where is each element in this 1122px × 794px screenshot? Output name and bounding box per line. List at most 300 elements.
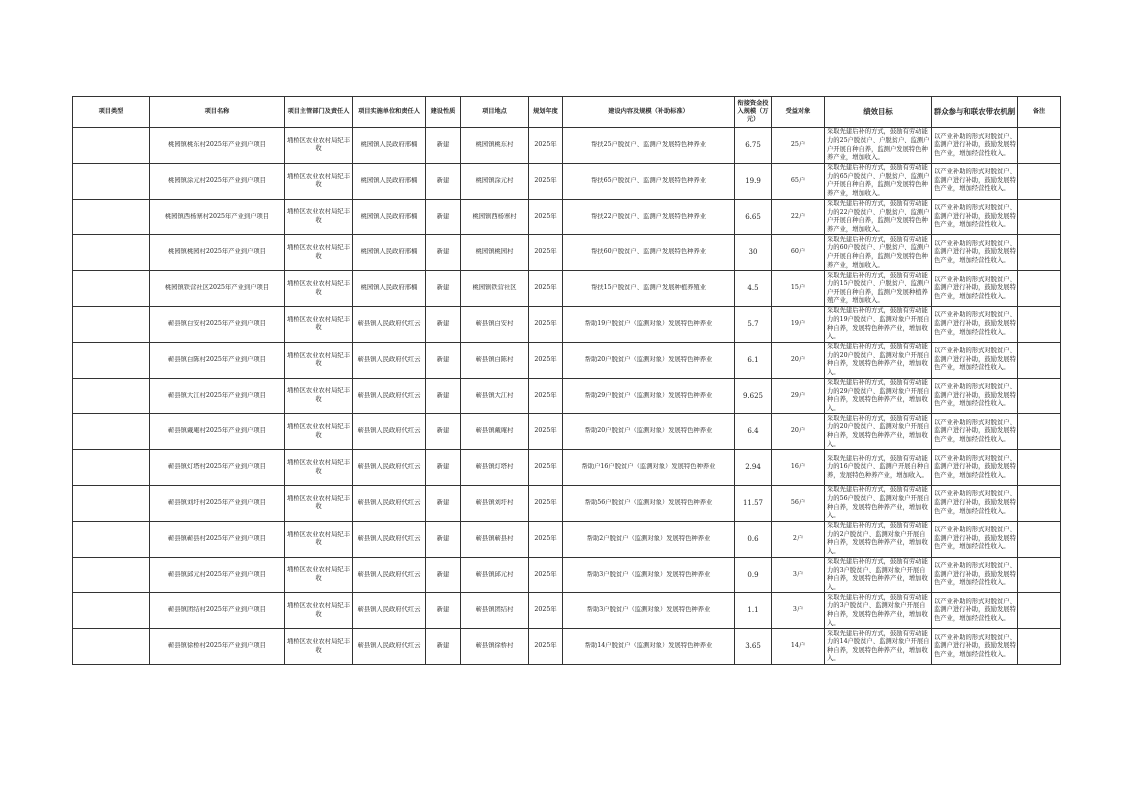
cell-mechanism — [932, 199, 1018, 235]
cell-project-name-text: 桃园镇桃园村2025年产业到户项目 — [168, 248, 266, 256]
cell-goal — [825, 557, 932, 593]
cell-content — [563, 521, 735, 557]
cell-beneficiary — [772, 378, 825, 414]
cell-project-name — [150, 629, 285, 665]
cell-impl-unit — [353, 414, 426, 450]
cell-beneficiary — [772, 271, 825, 307]
cell-content-text: 帮助户16户脱贫户（监测对象）发展特色种养业 — [581, 463, 716, 471]
cell-impl-unit — [353, 521, 426, 557]
cell-content-text: 帮助20户脱贫户（监测对象）发展特色种养业 — [584, 427, 713, 435]
header-goal: 绩效目标 — [825, 97, 932, 128]
cell-content — [563, 414, 735, 450]
cell-year — [529, 414, 563, 450]
header-dept: 项目主管部门及责任人 — [285, 97, 353, 128]
cell-nature — [426, 128, 461, 164]
cell-content-text: 帮助3户脱贫户（监测对象）发展特色种养业 — [586, 570, 711, 578]
cell-funds — [735, 163, 772, 199]
cell-nature-text: 新建 — [436, 427, 450, 435]
cell-location-text: 桃园镇涂元村 — [475, 176, 514, 184]
cell-nature — [426, 199, 461, 235]
cell-nature-text: 新建 — [436, 355, 450, 363]
cell-content-text: 帮扶15户脱贫户、监测户发展种植养殖业 — [590, 284, 707, 292]
cell-dept — [285, 342, 353, 378]
cell-beneficiary — [772, 235, 825, 271]
cell-impl-unit-text: 蕲县镇人民政府代红云 — [357, 570, 421, 578]
cell-content-text: 帮助14户脱贫户（监测对象）发展特色种养业 — [584, 642, 713, 650]
cell-nature-text: 新建 — [436, 570, 450, 578]
cell-goal — [825, 485, 932, 521]
cell-note — [1018, 521, 1061, 557]
cell-location — [461, 557, 529, 593]
cell-note — [1018, 450, 1061, 486]
cell-content — [563, 593, 735, 629]
cell-mechanism — [932, 557, 1018, 593]
cell-impl-unit — [353, 163, 426, 199]
cell-note — [1018, 271, 1061, 307]
header-mechanism: 群众参与和联农带农机制 — [932, 97, 1018, 128]
cell-note — [1018, 306, 1061, 342]
cell-note — [1018, 199, 1061, 235]
cell-note — [1018, 593, 1061, 629]
cell-funds — [735, 271, 772, 307]
cell-nature-text: 新建 — [436, 606, 450, 614]
cell-goal — [825, 199, 932, 235]
cell-nature-text: 新建 — [436, 463, 450, 471]
cell-project-name-text: 蕲县镇团结村2025年产业到户项目 — [168, 606, 266, 614]
cell-project-name — [150, 128, 285, 164]
cell-content-text: 帮助56户脱贫户（监测对象）发展特色种养业 — [584, 499, 713, 507]
cell-year-text: 2025年 — [534, 391, 557, 399]
cell-dept-text: 埇桥区农业农村局纪丰收 — [287, 244, 350, 260]
cell-goal — [825, 306, 932, 342]
cell-mechanism — [932, 378, 1018, 414]
cell-goal-text: 采取先建后补的方式，鼓励有劳动能力的2户脱贫户、监测对象户开展自种自养，发展特色种养产业，增加收入。 — [827, 522, 928, 555]
cell-nature — [426, 235, 461, 271]
cell-content — [563, 557, 735, 593]
cell-project-type — [73, 414, 150, 450]
cell-dept — [285, 378, 353, 414]
cell-nature — [426, 378, 461, 414]
cell-project-name-text: 桃园镇西杨寨村2025年产业到户项目 — [164, 212, 270, 220]
cell-funds-text: 6.1 — [747, 355, 759, 364]
cell-dept-text: 埇桥区农业农村局纪丰收 — [287, 494, 350, 511]
cell-location — [461, 128, 529, 164]
cell-impl-unit-text: 蕲县镇人民政府代红云 — [357, 391, 421, 399]
cell-impl-unit-text: 桃园镇人民政府邢楠 — [360, 284, 418, 292]
cell-content — [563, 342, 735, 378]
header-note: 备注 — [1018, 97, 1061, 128]
cell-year-text: 2025年 — [534, 570, 557, 578]
cell-goal — [825, 342, 932, 378]
cell-location — [461, 450, 529, 486]
cell-impl-unit-text: 蕲县镇人民政府代红云 — [357, 355, 421, 363]
cell-content — [563, 629, 735, 665]
cell-beneficiary-text: 16户 — [790, 463, 806, 471]
table-row — [73, 128, 1061, 164]
cell-project-name-text: 桃园镇铁营社区2025年产业到户项目 — [164, 284, 270, 292]
cell-goal — [825, 163, 932, 199]
table-row — [73, 271, 1061, 307]
cell-impl-unit-text: 桃园镇人民政府邢楠 — [360, 176, 418, 184]
cell-nature — [426, 593, 461, 629]
cell-year-text: 2025年 — [534, 606, 557, 614]
cell-goal — [825, 271, 932, 307]
cell-impl-unit-text: 桃园镇人民政府邢楠 — [360, 248, 418, 256]
cell-dept-text: 埇桥区农业农村局纪丰收 — [287, 458, 350, 475]
cell-dept — [285, 521, 353, 557]
cell-year-text: 2025年 — [534, 248, 557, 256]
cell-project-name — [150, 342, 285, 378]
cell-goal-text: 采取先建后补的方式，鼓励有劳动能力的19户脱贫户、监测对象户开展自种自养，发展特色种养产业，增加收入。 — [827, 307, 930, 341]
cell-year-text: 2025年 — [534, 320, 557, 328]
cell-impl-unit-text: 蕲县镇人民政府代红云 — [357, 427, 421, 435]
cell-content — [563, 378, 735, 414]
table-row — [73, 521, 1061, 557]
cell-goal — [825, 450, 932, 486]
cell-project-name-text: 桃园镇涂元村2025年产业到户项目 — [168, 176, 266, 184]
cell-project-name-text: 蕲县镇大江村2025年产业到户项目 — [168, 391, 266, 399]
cell-project-name — [150, 521, 285, 557]
cell-mechanism-text: 以产业补助的形式对脱贫户、监测户进行补助，鼓励发展特色产业，增加经营性收入。 — [934, 347, 1016, 372]
cell-goal — [825, 414, 932, 450]
cell-project-name-text: 蕲县镇白安村2025年产业到户项目 — [168, 320, 266, 328]
cell-dept — [285, 128, 353, 164]
cell-beneficiary — [772, 521, 825, 557]
cell-nature-text: 新建 — [436, 642, 450, 650]
cell-nature-text: 新建 — [436, 176, 450, 184]
table-row — [73, 199, 1061, 235]
cell-dept — [285, 557, 353, 593]
table-row — [73, 235, 1061, 271]
cell-location — [461, 342, 529, 378]
cell-dept — [285, 414, 353, 450]
cell-funds-text: 30 — [748, 248, 758, 257]
cell-mechanism-text: 以产业补助的形式对脱贫户、监测户进行补助，鼓励发展特色产业，增加经营性收入。 — [934, 562, 1016, 587]
table-row — [73, 306, 1061, 342]
cell-mechanism — [932, 342, 1018, 378]
header-project-name: 项目名称 — [150, 97, 285, 128]
cell-nature-text: 新建 — [436, 391, 450, 399]
header-impl-unit: 项目实施单位和责任人 — [353, 97, 426, 128]
cell-beneficiary-text: 20户 — [790, 427, 806, 435]
cell-nature-text: 新建 — [436, 141, 450, 149]
cell-funds-text: 9.625 — [742, 391, 764, 400]
cell-beneficiary — [772, 593, 825, 629]
cell-project-type — [73, 235, 150, 271]
cell-location — [461, 199, 529, 235]
cell-mechanism — [932, 163, 1018, 199]
cell-year — [529, 450, 563, 486]
cell-location — [461, 378, 529, 414]
cell-funds-text: 5.7 — [747, 320, 759, 329]
cell-nature — [426, 306, 461, 342]
cell-beneficiary — [772, 306, 825, 342]
cell-project-type — [73, 378, 150, 414]
cell-content — [563, 128, 735, 164]
cell-location — [461, 521, 529, 557]
cell-mechanism — [932, 485, 1018, 521]
cell-mechanism-text: 以产业补助的形式对脱贫户、监测户进行补助，鼓励发展特色产业，增加经营性收入。 — [934, 311, 1016, 336]
cell-impl-unit-text: 蕲县镇人民政府代红云 — [357, 320, 421, 328]
cell-location-text: 桃园镇桃园村 — [475, 248, 514, 256]
cell-year — [529, 629, 563, 665]
cell-mechanism-text: 以产业补助的形式对脱贫户、监测户进行补助，鼓励发展特色产业，增加经营性收入。 — [934, 418, 1016, 444]
cell-year — [529, 557, 563, 593]
cell-project-type — [73, 450, 150, 486]
cell-dept — [285, 199, 353, 235]
cell-project-type — [73, 271, 150, 307]
cell-impl-unit-text: 桃园镇人民政府邢楠 — [360, 141, 418, 149]
cell-year-text: 2025年 — [534, 141, 557, 149]
cell-year — [529, 521, 563, 557]
cell-funds — [735, 199, 772, 235]
cell-year-text: 2025年 — [534, 642, 557, 650]
cell-location-text: 蕲县镇团结村 — [475, 606, 514, 614]
cell-year — [529, 593, 563, 629]
cell-mechanism — [932, 271, 1018, 307]
cell-content — [563, 306, 735, 342]
cell-project-type — [73, 199, 150, 235]
cell-goal-text: 采取先建后补的方式，鼓励有劳动能力的14户脱贫户、监测对象户开展自种自养，发展特色种养产业，增加收入。 — [827, 629, 930, 663]
cell-goal — [825, 128, 932, 164]
cell-content-text: 帮助3户脱贫户（监测对象）发展特色种养业 — [586, 606, 711, 614]
table-row — [73, 342, 1061, 378]
cell-goal — [825, 378, 932, 414]
cell-beneficiary-text: 22户 — [790, 212, 806, 220]
cell-funds-text: 4.5 — [747, 284, 759, 293]
cell-project-type — [73, 593, 150, 629]
cell-location-text: 蕲县镇白安村 — [475, 320, 514, 328]
cell-funds — [735, 235, 772, 271]
cell-project-type — [73, 521, 150, 557]
cell-project-type — [73, 557, 150, 593]
cell-year-text: 2025年 — [534, 499, 557, 507]
cell-location — [461, 163, 529, 199]
cell-year — [529, 271, 563, 307]
cell-dept-text: 埇桥区农业农村局纪丰收 — [287, 172, 350, 189]
cell-beneficiary-text: 3户 — [792, 570, 804, 578]
cell-goal — [825, 235, 932, 271]
cell-dept — [285, 593, 353, 629]
cell-location — [461, 593, 529, 629]
cell-project-name — [150, 378, 285, 414]
cell-year — [529, 128, 563, 164]
header-row — [73, 97, 1061, 128]
cell-project-name — [150, 414, 285, 450]
cell-goal-text: 采取先建后补的方式，鼓励有劳动能力的65户脱贫户、户脱贫户、监测户户开展自种自养，监测户发展特色种养产业，增加收入。 — [827, 164, 930, 197]
header-nature: 建设性质 — [426, 97, 461, 128]
cell-dept-text: 埇桥区农业农村局纪丰收 — [287, 279, 350, 296]
cell-beneficiary — [772, 163, 825, 199]
cell-impl-unit — [353, 199, 426, 235]
cell-project-name-text: 蕲县镇灯塔村2025年产业到户项目 — [168, 463, 266, 471]
header-location: 项目地点 — [461, 97, 529, 128]
cell-goal-text: 采取先建后补的方式，鼓励有劳动能力的3户脱贫户、监测对象户开展自种自养，发展特色种养产业，增加收入。 — [827, 557, 928, 591]
cell-content — [563, 485, 735, 521]
cell-funds — [735, 128, 772, 164]
cell-beneficiary-text: 25户 — [790, 141, 806, 149]
cell-mechanism — [932, 593, 1018, 629]
cell-note — [1018, 342, 1061, 378]
cell-content — [563, 163, 735, 199]
cell-funds-text: 19.9 — [745, 176, 761, 185]
cell-note — [1018, 128, 1061, 164]
cell-goal-text: 采取先建后补的方式，鼓励有劳动能力的60户脱贫户、户脱贫户、监测户户开展自种自养，监测户发展特色种养产业，增加收入。 — [827, 235, 930, 269]
cell-beneficiary-text: 19户 — [790, 320, 806, 328]
cell-location-text: 蕲县镇徐桥村 — [475, 642, 514, 650]
cell-nature — [426, 629, 461, 665]
cell-project-name — [150, 163, 285, 199]
cell-impl-unit — [353, 450, 426, 486]
cell-location — [461, 414, 529, 450]
cell-nature — [426, 414, 461, 450]
cell-dept-text: 埇桥区农业农村局纪丰收 — [287, 423, 350, 439]
cell-goal-text: 采取先建后补的方式，鼓励有劳动能力的29户脱贫户、监测对象户开展自种自养，发展特色种养产业，增加收入。 — [827, 378, 930, 412]
cell-dept-text: 埇桥区农业农村局纪丰收 — [287, 602, 350, 618]
cell-nature — [426, 342, 461, 378]
cell-mechanism-text: 以产业补助的形式对脱贫户、监测户进行补助，鼓励发展特色产业，增加经营性收入。 — [934, 132, 1016, 157]
cell-funds — [735, 521, 772, 557]
cell-funds — [735, 593, 772, 629]
cell-location — [461, 271, 529, 307]
cell-content-text: 帮助19户脱贫户（监测对象）发展特色种养业 — [584, 320, 713, 328]
cell-beneficiary-text: 29户 — [790, 391, 806, 399]
cell-project-name — [150, 271, 285, 307]
cell-mechanism-text: 以产业补助的形式对脱贫户、监测户进行补助，鼓励发展特色产业，增加经营性收入。 — [934, 204, 1016, 229]
cell-project-name-text: 蕲县镇徐桥村2025年产业到户项目 — [168, 642, 266, 650]
cell-beneficiary — [772, 629, 825, 665]
cell-year — [529, 485, 563, 521]
cell-mechanism — [932, 414, 1018, 450]
cell-project-name — [150, 450, 285, 486]
cell-dept — [285, 485, 353, 521]
cell-impl-unit — [353, 235, 426, 271]
cell-note — [1018, 629, 1061, 665]
cell-year — [529, 163, 563, 199]
cell-nature-text: 新建 — [436, 499, 450, 507]
cell-nature-text: 新建 — [436, 212, 450, 220]
cell-impl-unit-text: 蕲县镇人民政府代红云 — [357, 642, 421, 650]
cell-impl-unit-text: 蕲县镇人民政府代红云 — [357, 534, 421, 542]
header-content: 建设内容及规模（补助标准） — [563, 97, 735, 128]
table-row — [73, 485, 1061, 521]
cell-content-text: 帮扶22户脱贫户、监测户发展特色种养业 — [590, 212, 707, 220]
cell-nature-text: 新建 — [436, 534, 450, 542]
cell-project-type — [73, 163, 150, 199]
cell-location-text: 蕲县镇戴庵村 — [475, 427, 514, 435]
cell-dept-text: 埇桥区农业农村局纪丰收 — [287, 208, 350, 224]
cell-note — [1018, 163, 1061, 199]
cell-location — [461, 235, 529, 271]
cell-dept — [285, 629, 353, 665]
cell-dept-text: 埇桥区农业农村局纪丰收 — [287, 566, 350, 582]
cell-impl-unit — [353, 557, 426, 593]
cell-beneficiary — [772, 128, 825, 164]
cell-beneficiary — [772, 450, 825, 486]
cell-content — [563, 271, 735, 307]
cell-project-type — [73, 485, 150, 521]
cell-year — [529, 235, 563, 271]
cell-location-text: 桃园镇桃东村 — [475, 141, 514, 149]
cell-project-name — [150, 306, 285, 342]
cell-project-name-text: 蕲县镇戴庵村2025年产业到户项目 — [168, 427, 266, 435]
cell-location-text: 蕲县镇大江村 — [475, 391, 514, 399]
cell-dept — [285, 163, 353, 199]
cell-project-name — [150, 485, 285, 521]
cell-nature-text: 新建 — [436, 248, 450, 256]
cell-nature — [426, 450, 461, 486]
cell-year-text: 2025年 — [534, 176, 557, 184]
cell-funds-text: 3.65 — [745, 642, 761, 651]
cell-project-name-text: 蕲县镇蕲县村2025年产业到户项目 — [168, 534, 266, 542]
cell-goal-text: 采取先建后补的方式，鼓励有劳动能力的56户脱贫户、监测对象户开展自种自养，发展特色种养产业，增加收入。 — [827, 486, 930, 520]
cell-beneficiary-text: 2户 — [792, 534, 804, 542]
table-row — [73, 378, 1061, 414]
cell-impl-unit-text: 蕲县镇人民政府代红云 — [357, 499, 421, 507]
cell-beneficiary-text: 60户 — [790, 248, 806, 256]
cell-location-text: 蕲县镇蕲县村 — [475, 534, 514, 542]
cell-nature-text: 新建 — [436, 320, 450, 328]
cell-mechanism — [932, 521, 1018, 557]
cell-nature — [426, 485, 461, 521]
cell-goal — [825, 593, 932, 629]
cell-note — [1018, 235, 1061, 271]
cell-funds-text: 2.94 — [745, 463, 761, 472]
cell-mechanism-text: 以产业补助的形式对脱贫户、监测户进行补助，鼓励发展特色产业，增加经营性收入。 — [934, 168, 1016, 193]
cell-project-name — [150, 235, 285, 271]
cell-content-text: 帮助29户脱贫户（监测对象）发展特色种养业 — [584, 391, 713, 399]
cell-project-type — [73, 629, 150, 665]
cell-goal-text: 采取先建后补的方式，鼓励有劳动能力的16户脱贫户、监测户开展自种自养，发展特色种养产业，增加收入。 — [827, 454, 930, 479]
cell-nature — [426, 163, 461, 199]
cell-goal-text: 采取先建后补的方式，鼓励有劳动能力的15户脱贫户、户脱贫户、监测户户开展自种自养，监测户发展种植养殖产业，增加收入。 — [827, 271, 930, 305]
cell-mechanism — [932, 235, 1018, 271]
cell-mechanism — [932, 629, 1018, 665]
table-row — [73, 450, 1061, 486]
cell-content-text: 帮扶65户脱贫户、监测户发展特色种养业 — [590, 176, 707, 184]
cell-location — [461, 629, 529, 665]
cell-impl-unit — [353, 485, 426, 521]
cell-location-text: 蕲县镇白陈村 — [475, 355, 514, 363]
cell-dept-text: 埇桥区农业农村局纪丰收 — [287, 637, 350, 654]
cell-year-text: 2025年 — [534, 534, 557, 542]
cell-year-text: 2025年 — [534, 427, 557, 435]
cell-nature-text: 新建 — [436, 284, 450, 292]
cell-year — [529, 306, 563, 342]
cell-beneficiary — [772, 199, 825, 235]
cell-location-text: 蕲县镇刘圩村 — [475, 499, 514, 507]
table-row — [73, 557, 1061, 593]
cell-dept-text: 埇桥区农业农村局纪丰收 — [287, 530, 350, 547]
cell-mechanism — [932, 450, 1018, 486]
cell-note — [1018, 557, 1061, 593]
cell-content-text: 帮助2户脱贫户（监测对象）发展特色种养业 — [586, 534, 711, 542]
cell-impl-unit — [353, 342, 426, 378]
cell-impl-unit — [353, 306, 426, 342]
cell-mechanism-text: 以产业补助的形式对脱贫户、监测户进行补助，鼓励发展特色产业，增加经营性收入。 — [934, 239, 1016, 265]
cell-impl-unit-text: 桃园镇人民政府邢楠 — [360, 212, 418, 220]
cell-mechanism — [932, 128, 1018, 164]
table-row — [73, 163, 1061, 199]
cell-year-text: 2025年 — [534, 355, 557, 363]
cell-nature — [426, 557, 461, 593]
cell-beneficiary — [772, 485, 825, 521]
cell-project-name-text: 蕲县镇白陈村2025年产业到户项目 — [168, 355, 266, 363]
cell-location-text: 桃园镇铁营社区 — [472, 284, 517, 292]
cell-mechanism-text: 以产业补助的形式对脱贫户、监测户进行补助，鼓励发展特色产业，增加经营性收入。 — [934, 383, 1016, 408]
cell-funds — [735, 414, 772, 450]
cell-project-type — [73, 128, 150, 164]
